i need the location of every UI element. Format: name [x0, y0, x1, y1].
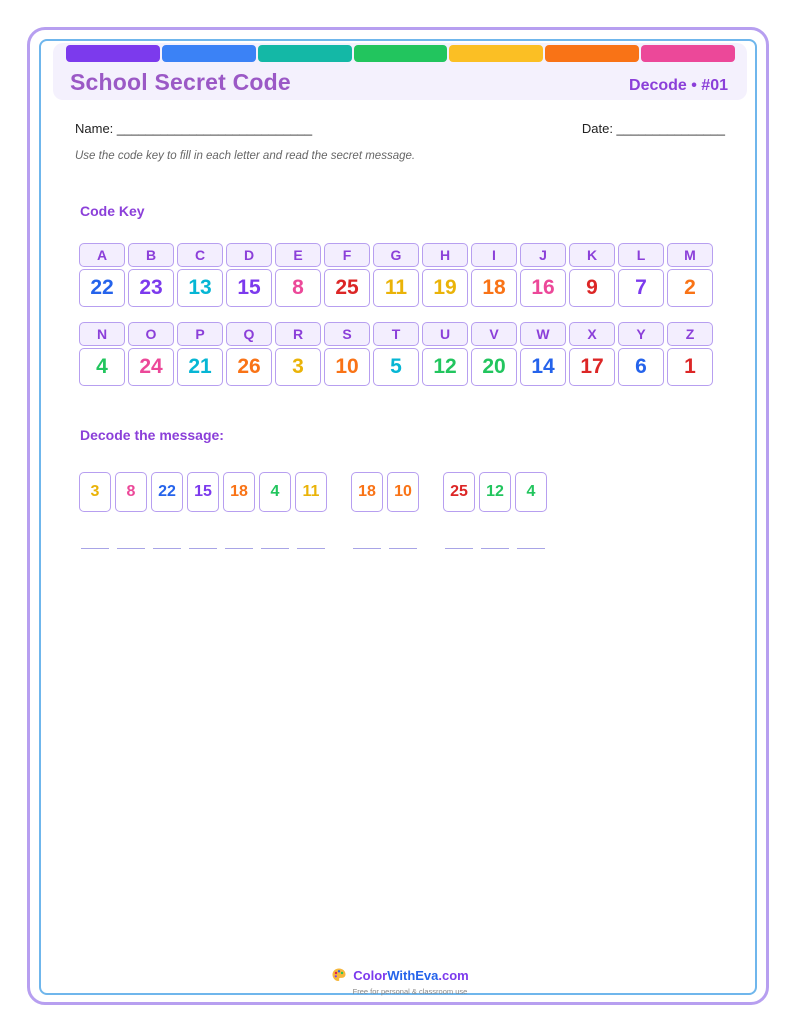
key-number: 22: [79, 269, 125, 307]
key-number: 8: [275, 269, 321, 307]
code-key-cell: [177, 322, 223, 386]
message-cell: [115, 472, 147, 549]
code-key-cell: [226, 243, 272, 307]
message-cell: [151, 472, 183, 549]
answer-blank[interactable]: [445, 548, 473, 549]
instructions: Use the code key to fill in each letter and read the secret message.: [75, 150, 416, 162]
key-letter: V: [471, 322, 517, 346]
code-key-cell: [79, 322, 125, 386]
key-number: 6: [618, 348, 664, 386]
message-cell: [479, 472, 511, 549]
key-number: 5: [373, 348, 419, 386]
footer-tagline: Free for personal & classroom use: [352, 987, 468, 996]
key-letter: Z: [667, 322, 713, 346]
message-row: [79, 472, 571, 549]
code-key-cell: [422, 243, 468, 307]
message-number: 10: [387, 472, 419, 512]
key-number: 14: [520, 348, 566, 386]
key-letter: C: [177, 243, 223, 267]
name-field[interactable]: Name: ___________________________: [75, 121, 313, 136]
answer-blank[interactable]: [517, 548, 545, 549]
color-stripe-row: [66, 45, 735, 62]
answer-blank[interactable]: [297, 548, 325, 549]
code-key-cell: [667, 243, 713, 307]
key-number: 16: [520, 269, 566, 307]
key-letter: U: [422, 322, 468, 346]
answer-blank[interactable]: [189, 548, 217, 549]
key-number: 15: [226, 269, 272, 307]
color-stripe: [66, 45, 160, 62]
code-key-cell: [569, 243, 615, 307]
code-key-cell: [520, 243, 566, 307]
code-key-cell: [667, 322, 713, 386]
key-letter: R: [275, 322, 321, 346]
key-number: 7: [618, 269, 664, 307]
message-cell: [295, 472, 327, 549]
key-number: 26: [226, 348, 272, 386]
code-key-cell: [520, 322, 566, 386]
key-letter: H: [422, 243, 468, 267]
color-stripe: [545, 45, 639, 62]
code-key-cell: [128, 243, 174, 307]
code-key-cell: [226, 322, 272, 386]
message-number: 22: [151, 472, 183, 512]
key-number: 23: [128, 269, 174, 307]
page-title: School Secret Code: [70, 69, 291, 95]
key-letter: D: [226, 243, 272, 267]
key-number: 24: [128, 348, 174, 386]
code-key-cell: [618, 243, 664, 307]
code-key-cell: [471, 243, 517, 307]
key-letter: N: [79, 322, 125, 346]
message-cell: [187, 472, 219, 549]
color-stripe: [162, 45, 256, 62]
color-stripe: [258, 45, 352, 62]
answer-blank[interactable]: [81, 548, 109, 549]
key-number: 13: [177, 269, 223, 307]
message-cell: [351, 472, 383, 549]
key-number: 17: [569, 348, 615, 386]
answer-blank[interactable]: [261, 548, 289, 549]
brand-part-domain: .com: [438, 967, 469, 983]
key-letter: E: [275, 243, 321, 267]
answer-blank[interactable]: [225, 548, 253, 549]
key-letter: B: [128, 243, 174, 267]
key-number: 25: [324, 269, 370, 307]
code-key-cell: [128, 322, 174, 386]
color-stripe: [449, 45, 543, 62]
date-field[interactable]: Date: _______________: [581, 121, 725, 136]
message-cell: [259, 472, 291, 549]
answer-blank[interactable]: [481, 548, 509, 549]
message-cell: [387, 472, 419, 549]
message-number: 15: [187, 472, 219, 512]
message-cell: [515, 472, 547, 549]
message-cell: [223, 472, 255, 549]
answer-blank[interactable]: [353, 548, 381, 549]
answer-blank[interactable]: [117, 548, 145, 549]
key-number: 2: [667, 269, 713, 307]
key-letter: F: [324, 243, 370, 267]
message-cell: [79, 472, 111, 549]
brand-part-color: Color: [353, 967, 388, 983]
code-key-row-1: [79, 243, 713, 307]
key-number: 1: [667, 348, 713, 386]
color-stripe: [354, 45, 448, 62]
message-number: 4: [515, 472, 547, 512]
key-number: 4: [79, 348, 125, 386]
message-number: 8: [115, 472, 147, 512]
key-number: 11: [373, 269, 419, 307]
message-word: [351, 472, 419, 549]
footer: [0, 967, 800, 996]
code-key-cell: [275, 322, 321, 386]
message-number: 3: [79, 472, 111, 512]
key-number: 21: [177, 348, 223, 386]
code-key-cell: [79, 243, 125, 307]
message-number: 18: [351, 472, 383, 512]
message-word: [443, 472, 547, 549]
key-letter: A: [79, 243, 125, 267]
code-key-cell: [471, 322, 517, 386]
key-letter: P: [177, 322, 223, 346]
decode-tag: Decode • #01: [629, 77, 728, 94]
code-key-cell: [618, 322, 664, 386]
key-letter: G: [373, 243, 419, 267]
brand-part-witheva: WithEva: [387, 967, 439, 983]
message-cell: [443, 472, 475, 549]
color-stripe: [641, 45, 735, 62]
brand-name: [353, 968, 468, 983]
key-number: 12: [422, 348, 468, 386]
code-key-cell: [373, 322, 419, 386]
decode-message-label: Decode the message:: [80, 427, 224, 443]
key-letter: X: [569, 322, 615, 346]
key-number: 20: [471, 348, 517, 386]
key-number: 3: [275, 348, 321, 386]
key-letter: Y: [618, 322, 664, 346]
key-letter: M: [667, 243, 713, 267]
key-number: 18: [471, 269, 517, 307]
key-letter: W: [520, 322, 566, 346]
message-number: 4: [259, 472, 291, 512]
key-letter: T: [373, 322, 419, 346]
key-number: 10: [324, 348, 370, 386]
code-key-label: Code Key: [80, 203, 145, 219]
message-number: 11: [295, 472, 327, 512]
message-number: 18: [223, 472, 255, 512]
message-number: 25: [443, 472, 475, 512]
code-key-cell: [177, 243, 223, 307]
key-number: 19: [422, 269, 468, 307]
key-letter: K: [569, 243, 615, 267]
message-number: 12: [479, 472, 511, 512]
footer-brand[interactable]: [331, 967, 468, 983]
code-key-cell: [569, 322, 615, 386]
key-letter: Q: [226, 322, 272, 346]
key-letter: O: [128, 322, 174, 346]
answer-blank[interactable]: [153, 548, 181, 549]
key-letter: I: [471, 243, 517, 267]
code-key-cell: [324, 322, 370, 386]
key-letter: L: [618, 243, 664, 267]
code-key-cell: [275, 243, 321, 307]
key-letter: S: [324, 322, 370, 346]
message-word: [79, 472, 327, 549]
code-key-cell: [422, 322, 468, 386]
key-number: 9: [569, 269, 615, 307]
answer-blank[interactable]: [389, 548, 417, 549]
key-letter: J: [520, 243, 566, 267]
code-key-cell: [373, 243, 419, 307]
code-key-row-2: [79, 322, 713, 386]
code-key-cell: [324, 243, 370, 307]
palette-icon: [331, 967, 347, 983]
